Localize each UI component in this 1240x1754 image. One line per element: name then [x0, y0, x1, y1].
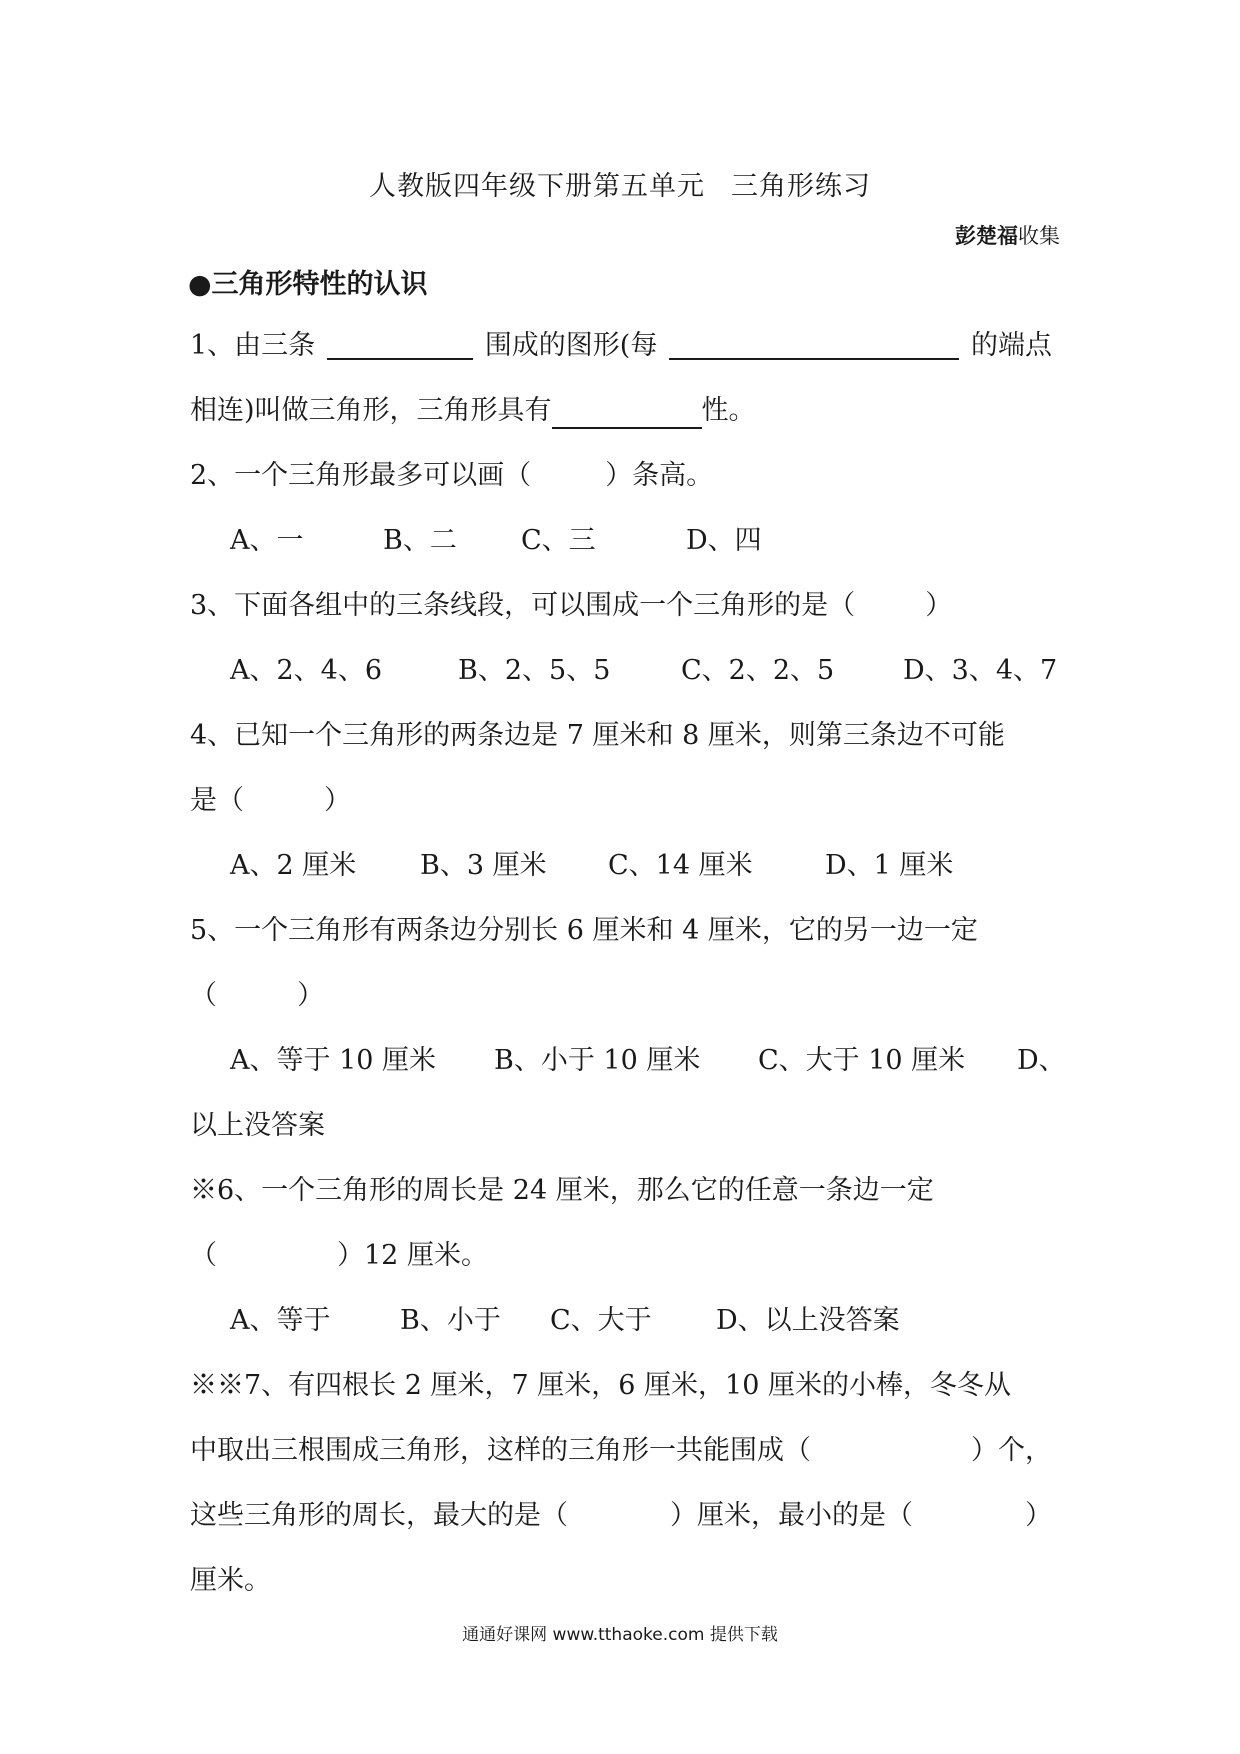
q2-option-b[interactable]: B、二 [383, 525, 457, 556]
q1-text-a: 1、由三条 [190, 330, 316, 361]
q3-option-d[interactable]: D、3、4、7 [903, 655, 1058, 686]
q4-option-b[interactable]: B、3 厘米 [420, 850, 547, 881]
q5-stem-a: （ [190, 980, 217, 1011]
title-part-2: 三角形练习 [731, 171, 871, 202]
title-part-1: 人教版四年级下册第五单元 [369, 171, 705, 202]
q7-answer-space-3[interactable] [929, 1498, 1009, 1534]
q1-text-b: 围成的图形(每 [484, 330, 658, 361]
q7-line-3-a: 这些三角形的周长，最大的是（ [190, 1500, 568, 1531]
q1-blank-3[interactable] [552, 397, 702, 429]
q5-option-d[interactable]: D、 [1017, 1045, 1066, 1076]
q5-stem-line-2 [190, 978, 1052, 1014]
footer-credit: 通通好课网 www.tthaoke.com 提供下载 [462, 1625, 778, 1645]
q6-option-d[interactable]: D、以上没答案 [716, 1305, 900, 1336]
q1-line-2 [190, 393, 1052, 429]
page-title [0, 164, 1240, 203]
q6-option-b[interactable]: B、小于 [400, 1305, 501, 1336]
q6-stem-a: （ [190, 1240, 217, 1271]
q7-answer-space-1[interactable] [841, 1433, 941, 1469]
q2-option-c[interactable]: C、三 [521, 525, 596, 556]
q6-stem-line-1: ※6、一个三角形的周长是 24 厘米，那么它的任意一条边一定 [190, 1175, 934, 1206]
q7-answer-space-2[interactable] [584, 1498, 654, 1534]
q7-line-3 [190, 1498, 1052, 1534]
section-heading: ●三角形特性的认识 [188, 269, 428, 300]
q7-line-1: ※※7、有四根长 2 厘米，7 厘米，6 厘米，10 厘米的小棒，冬冬从 [190, 1370, 1011, 1401]
q7-line-2 [190, 1433, 1052, 1469]
q4-stem-line-1: 4、已知一个三角形的两条边是 7 厘米和 8 厘米，则第三条边不可能 [190, 720, 1005, 751]
collector-name: 彭楚福 [955, 223, 1018, 248]
q1-blank-1[interactable] [327, 328, 473, 360]
q7-line-2-a: 中取出三根围成三角形，这样的三角形一共能围成（ [190, 1435, 811, 1466]
q5-option-d-continued: 以上没答案 [190, 1110, 325, 1141]
q5-stem-line-1: 5、一个三角形有两条边分别长 6 厘米和 4 厘米，它的另一边一定 [190, 915, 978, 946]
q6-option-a[interactable]: A、等于 [230, 1305, 331, 1336]
q4-option-a[interactable]: A、2 厘米 [230, 850, 357, 881]
q3-stem-b: ） [925, 590, 953, 621]
q4-stem-line-2 [190, 783, 1052, 819]
q3-option-a[interactable]: A、2、4、6 [230, 655, 383, 686]
q6-stem-b: ）12 厘米。 [337, 1240, 488, 1271]
q7-line-3-b: ）厘米，最小的是（ [670, 1500, 913, 1531]
q2-option-a[interactable]: A、一 [230, 525, 304, 556]
q1-text-d: 相连)叫做三角形，三角形具有 [190, 395, 552, 426]
q7-line-4: 厘米。 [190, 1565, 271, 1596]
q1-text-c: 的端点 [970, 330, 1052, 361]
q3-option-c[interactable]: C、2、2、5 [681, 655, 835, 686]
q2-stem-a: 2、一个三角形最多可以画（ [190, 460, 532, 491]
q1-text-e: 性。 [701, 395, 756, 426]
q2-stem-b: ）条高。 [605, 460, 714, 491]
q3-option-b[interactable]: B、2、5、5 [458, 655, 611, 686]
q1-line-1 [190, 328, 1052, 364]
q1-blank-2[interactable] [669, 328, 959, 360]
q5-stem-b: ） [297, 980, 324, 1011]
q3-stem-a: 3、下面各组中的三条线段，可以围成一个三角形的是（ [190, 590, 856, 621]
collector-suffix: 收集 [1018, 224, 1060, 248]
q4-option-c[interactable]: C、14 厘米 [608, 850, 753, 881]
q2-stem [190, 458, 1052, 494]
collector-credit [955, 220, 1060, 250]
q5-option-b[interactable]: B、小于 10 厘米 [494, 1045, 701, 1076]
q6-stem-line-2 [190, 1238, 1052, 1274]
q6-option-c[interactable]: C、大于 [550, 1305, 652, 1336]
q5-option-c[interactable]: C、大于 10 厘米 [758, 1045, 966, 1076]
q3-stem [190, 588, 1052, 624]
q7-line-3-c: ） [1025, 1500, 1052, 1531]
q4-stem-a: 是（ [190, 785, 244, 816]
q2-option-d[interactable]: D、四 [686, 525, 762, 556]
q5-option-a[interactable]: A、等于 10 厘米 [230, 1045, 437, 1076]
q4-stem-b: ） [324, 785, 351, 816]
q4-option-d[interactable]: D、1 厘米 [825, 850, 954, 881]
q7-line-2-b: ）个， [971, 1435, 1052, 1466]
